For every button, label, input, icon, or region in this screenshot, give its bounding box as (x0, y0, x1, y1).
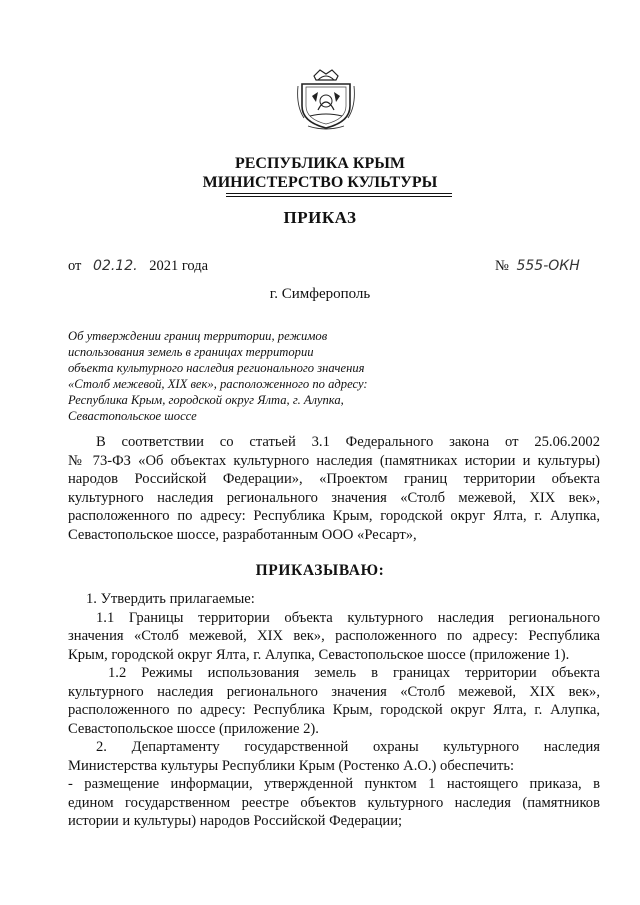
subject-line: Севастопольское шоссе (68, 409, 197, 423)
preamble-line: народов Российской Федерации», «Проектом границ территории объекта (68, 471, 600, 487)
city: г. Симферополь (269, 286, 371, 302)
preamble-line: культурного наследия регионального значения «Столб межевой, XIX век», (68, 489, 600, 506)
ministry-name: МИНИСТЕРСТВО КУЛЬТУРЫ (202, 174, 438, 191)
item-2-line: 2. Департаменту государственной охраны культурного наследия (96, 739, 600, 755)
item-2-line: Министерства культуры Республики Крым (Ростенко А.О.) обеспечить: (68, 757, 515, 774)
header-divider-2 (226, 196, 452, 197)
date-line (68, 258, 208, 275)
item-1: 1. Утвердить прилагаемые: (86, 591, 255, 607)
item-1-1-line: Крым, городской округ Ялта, г. Алупка, Севастопольское шоссе (приложение 1). (68, 646, 570, 663)
subject-line: «Столб межевой, XIX век», расположенного по адресу: (68, 377, 368, 391)
order-subject (68, 328, 398, 424)
handwritten-number: 555-ОКН (516, 258, 580, 274)
number-label: № (495, 258, 509, 274)
bullet-line: истории и культуры) народов Российской Федерации; (68, 813, 403, 829)
order-number (495, 258, 580, 275)
crimea-coat-of-arms-icon (296, 66, 356, 132)
item-1-1-line: значения «Столб межевой, XIX век», расположенного по адресу: Республика (68, 628, 600, 644)
item-1-2-line: культурного наследия регионального значения «Столб межевой, XIX век», (68, 683, 600, 700)
item-1-2-line: Севастопольское шоссе (приложение 2). (68, 720, 319, 737)
subject-line: Республика Крым, городской округ Ялта, г. Алупка, (68, 393, 344, 407)
item-1-1-line: 1.1 Границы территории объекта культурного наследия регионального (96, 609, 600, 626)
item-1-2-line: 1.2 Режимы использования земель в границах территории объекта (108, 665, 600, 681)
document-title: ПРИКАЗ (283, 208, 357, 227)
order-items (68, 590, 600, 831)
handwritten-date: 02.12. (93, 258, 138, 274)
preamble-line: В соответствии со статьей 3.1 Федерального закона от 25.06.2002 (96, 434, 600, 450)
republic-name: РЕСПУБЛИКА КРЫМ (234, 155, 406, 172)
order-word: ПРИКАЗЫВАЮ: (255, 562, 385, 579)
bullet-line: едином государственном реестре объектов культурного наследия (памятников (68, 794, 600, 811)
subject-line: объекта культурного наследия регионального значения (68, 361, 365, 375)
year-text: 2021 года (149, 258, 209, 274)
from-label: от (68, 258, 82, 274)
preamble-line: расположенного по адресу: Республика Крым, городской округ Ялта, г. Алупка, (68, 508, 600, 524)
preamble-line: № 73-ФЗ «Об объектах культурного наследия (памятниках истории и культуры) (68, 452, 600, 469)
subject-line: использования земель в границах территории (68, 345, 314, 359)
subject-line: Об утверждении границ территории, режимов (68, 329, 328, 343)
header-divider (226, 193, 452, 194)
preamble (68, 433, 600, 544)
preamble-line: Севастопольское шоссе, разработанным ООО «Ресарт», (68, 526, 417, 543)
item-1-2-line: расположенного по адресу: Республика Крым, городской округ Ялта, г. Алупка, (68, 702, 600, 718)
bullet-line: - размещение информации, утвержденной пунктом 1 настоящего приказа, в (68, 776, 600, 792)
